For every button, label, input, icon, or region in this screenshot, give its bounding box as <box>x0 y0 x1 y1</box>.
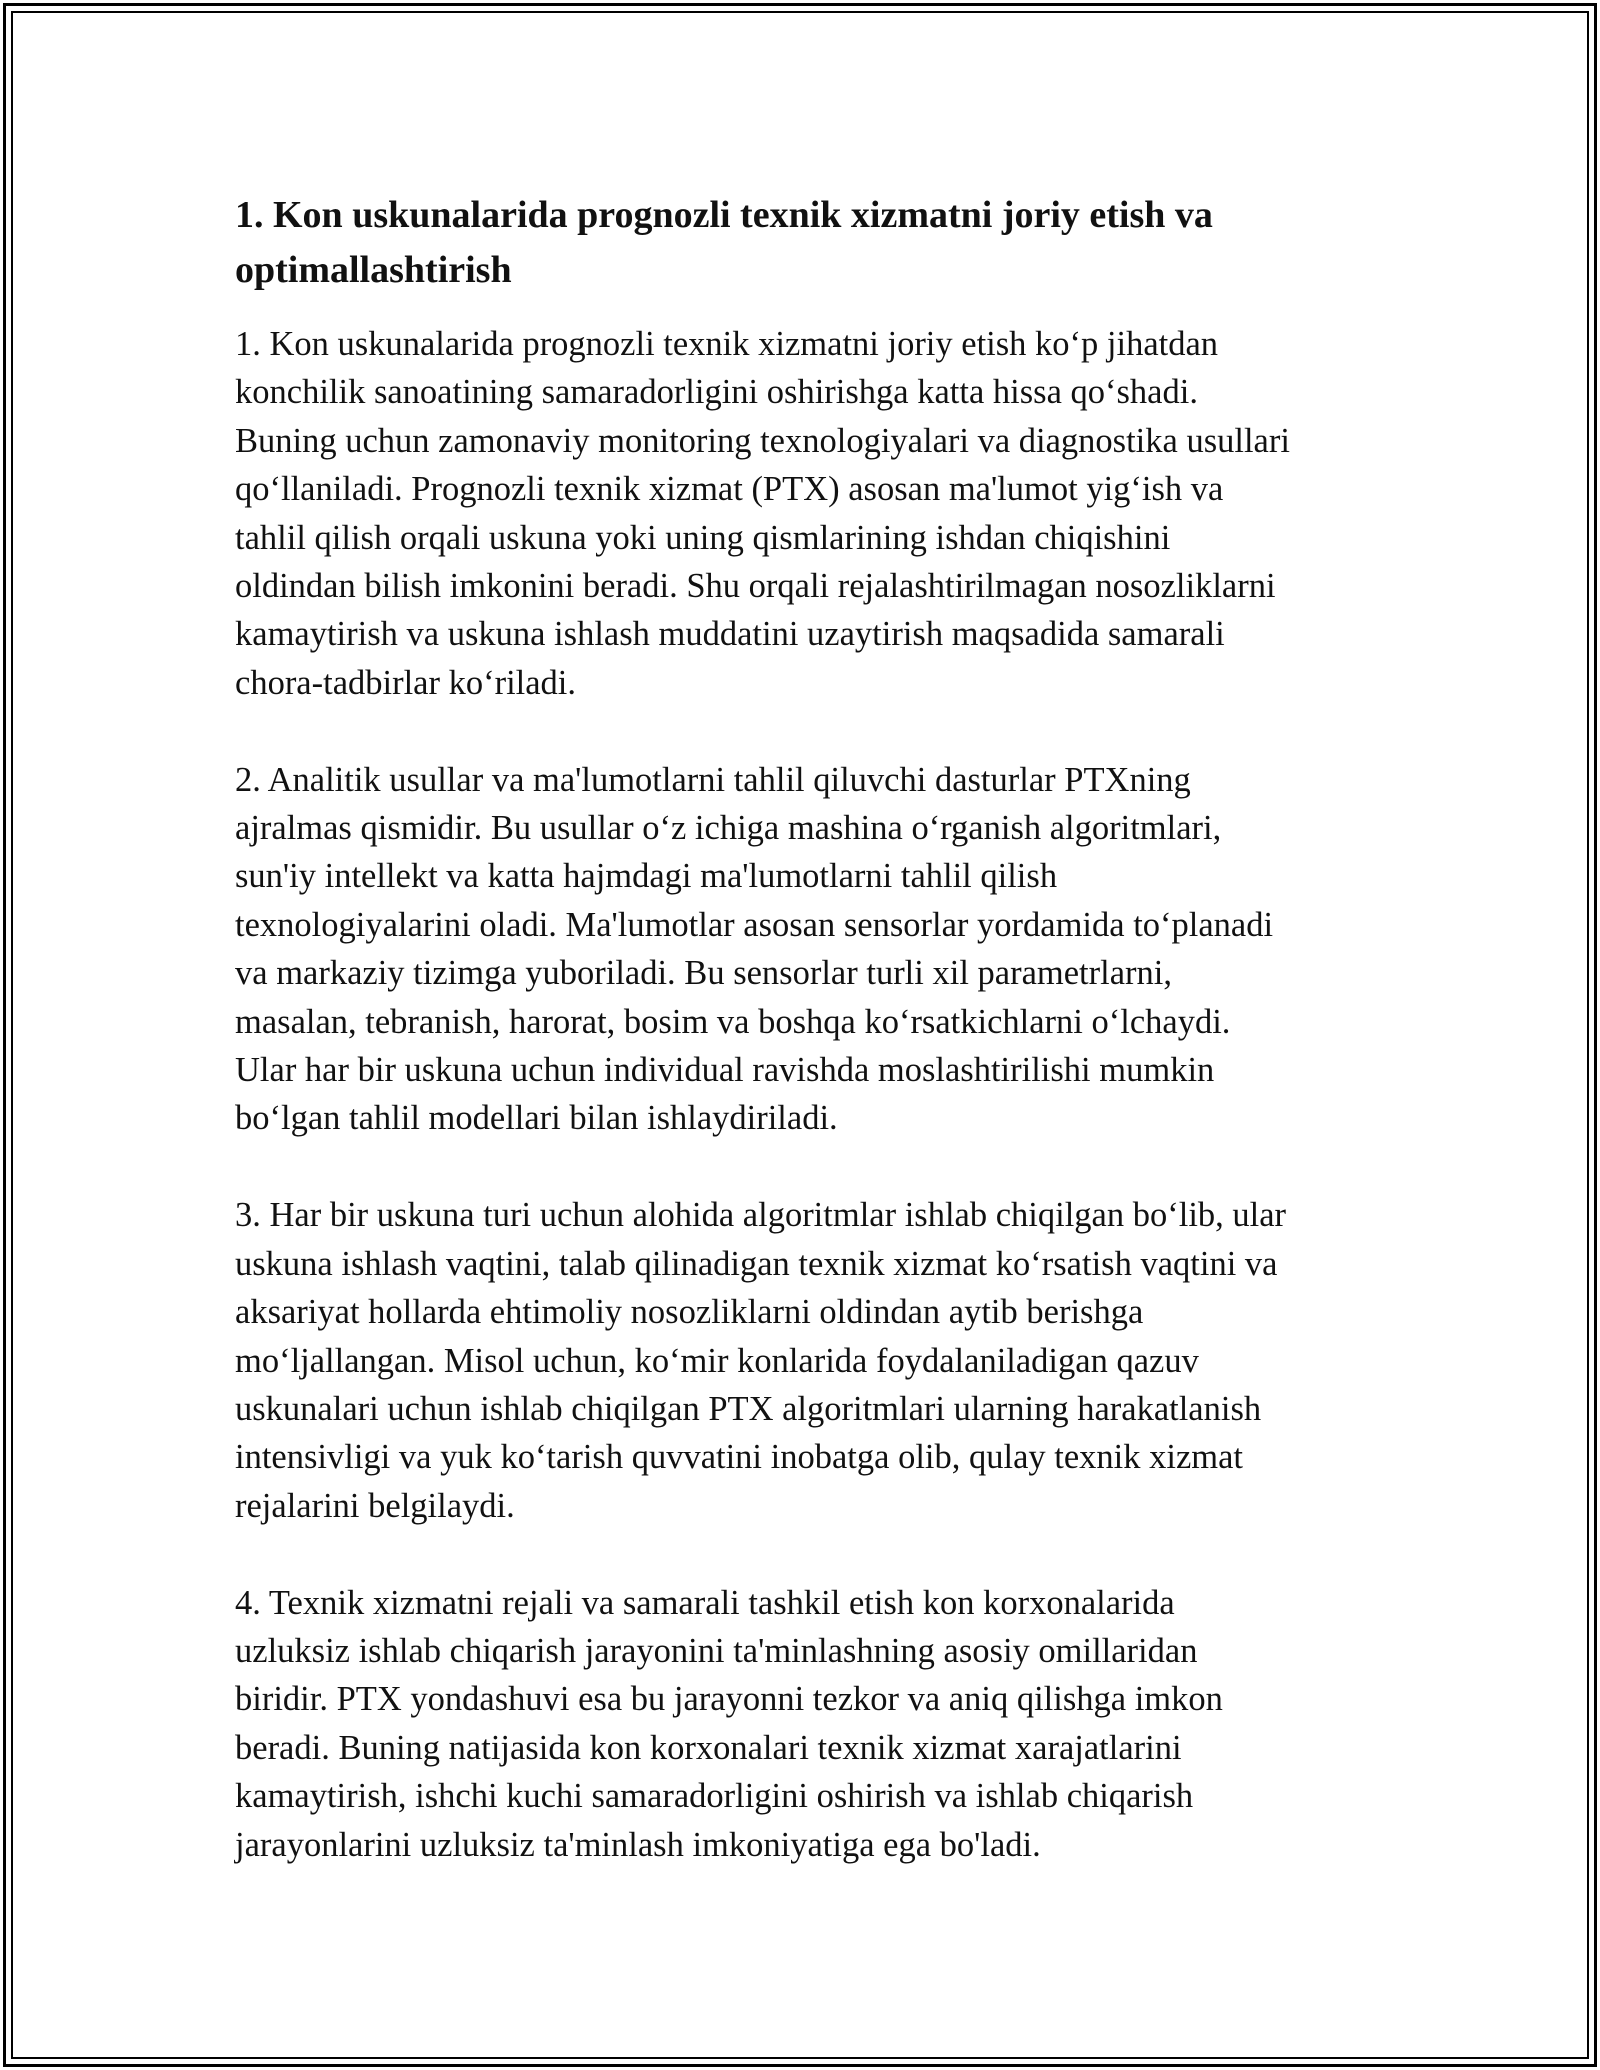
paragraph-1 <box>235 320 1375 707</box>
paragraph-line: sun'iy intellekt va katta hajmdagi ma'lumotlarni tahlil qilish <box>235 857 1058 896</box>
paragraph-line: jarayonlarini uzluksiz ta'minlash imkoniyatiga ega bo'ladi. <box>235 1825 1041 1864</box>
paragraph-2 <box>235 756 1375 1143</box>
paragraph-line: texnologiyalarini oladi. Ma'lumotlar asosan sensorlar yordamida to‘planadi <box>235 905 1274 944</box>
paragraph-line: va markaziy tizimga yuboriladi. Bu sensorlar turli xil parametrlarni, <box>235 954 1172 993</box>
paragraph-line: 3. Har bir uskuna turi uchun alohida algoritmlar ishlab chiqilgan bo‘lib, ular <box>235 1196 1287 1235</box>
paragraph-line: intensivligi va yuk ko‘tarish quvvatini inobatga olib, qulay texnik xizmat <box>235 1438 1243 1477</box>
paragraph-line: Ular har bir uskuna uchun individual ravishda moslashtirilishi mumkin <box>235 1051 1215 1090</box>
paragraph-line: 1. Kon uskunalarida prognozli texnik xizmatni joriy etish ko‘p jihatdan <box>235 325 1219 363</box>
paragraph-line: oldindan bilish imkonini beradi. Shu orqali rejalashtirilmagan nosozliklarni <box>235 567 1276 606</box>
paragraph-line: bo‘lgan tahlil modellari bilan ishlaydiriladi. <box>235 1099 838 1138</box>
paragraph-line: masalan, tebranish, harorat, bosim va boshqa ko‘rsatkichlarni o‘lchaydi. <box>235 1002 1231 1041</box>
document-title: 1. Kon uskunalarida prognozli texnik xizmatni joriy etish va optimallashtirish <box>235 194 1213 291</box>
paragraph-line: beradi. Buning natijasida kon korxonalari texnik xizmat xarajatlarini <box>235 1728 1182 1767</box>
paragraph-line: rejalarini belgilaydi. <box>235 1486 515 1525</box>
paragraph-line: kamaytirish, ishchi kuchi samaradorligini oshirish va ishlab chiqarish <box>235 1777 1194 1816</box>
paragraph-line: uskuna ishlash vaqtini, talab qilinadigan texnik xizmat ko‘rsatish vaqtini va <box>235 1244 1278 1283</box>
paragraph-line: 4. Texnik xizmatni rejali va samarali tashkil etish kon korxonalarida <box>235 1583 1175 1622</box>
paragraph-line: ajralmas qismidir. Bu usullar o‘z ichiga mashina o‘rganish algoritmlari, <box>235 809 1222 848</box>
paragraph-line: tahlil qilish orqali uskuna yoki uning qismlarining ishdan chiqishini <box>235 518 1171 557</box>
paragraph-line: konchilik sanoatining samaradorligini oshirishga katta hissa qo‘shadi. <box>235 373 1198 412</box>
paragraph-line: aksariyat hollarda ehtimoliy nosozliklarni oldindan aytib berishga <box>235 1293 1144 1332</box>
paragraph-line: chora-tadbirlar ko‘riladi. <box>235 663 577 702</box>
paragraph-line: qo‘llaniladi. Prognozli texnik xizmat (PTX) asosan ma'lumot yig‘ish va <box>235 470 1224 509</box>
document-body <box>235 188 1375 1869</box>
paragraph-line: mo‘ljallangan. Misol uchun, ko‘mir konlarida foydalaniladigan qazuv <box>235 1341 1199 1380</box>
paragraph-line: uskunalari uchun ishlab chiqilgan PTX algoritmlari ularning harakatlanish <box>235 1389 1262 1428</box>
paragraph-line: biridir. PTX yondashuvi esa bu jarayonni tezkor va aniq qilishga imkon <box>235 1680 1223 1719</box>
paragraph-line: kamaytirish va uskuna ishlash muddatini uzaytirish maqsadida samarali <box>235 615 1225 654</box>
paragraph-4 <box>235 1579 1375 1869</box>
paragraph-line: 2. Analitik usullar va ma'lumotlarni tahlil qiluvchi dasturlar PTXning <box>235 760 1191 799</box>
paragraph-3 <box>235 1191 1375 1530</box>
paragraph-line: Buning uchun zamonaviy monitoring texnologiyalari va diagnostika usullari <box>235 421 1290 460</box>
paragraph-line: uzluksiz ishlab chiqarish jarayonini ta'minlashning asosiy omillaridan <box>235 1631 1198 1670</box>
